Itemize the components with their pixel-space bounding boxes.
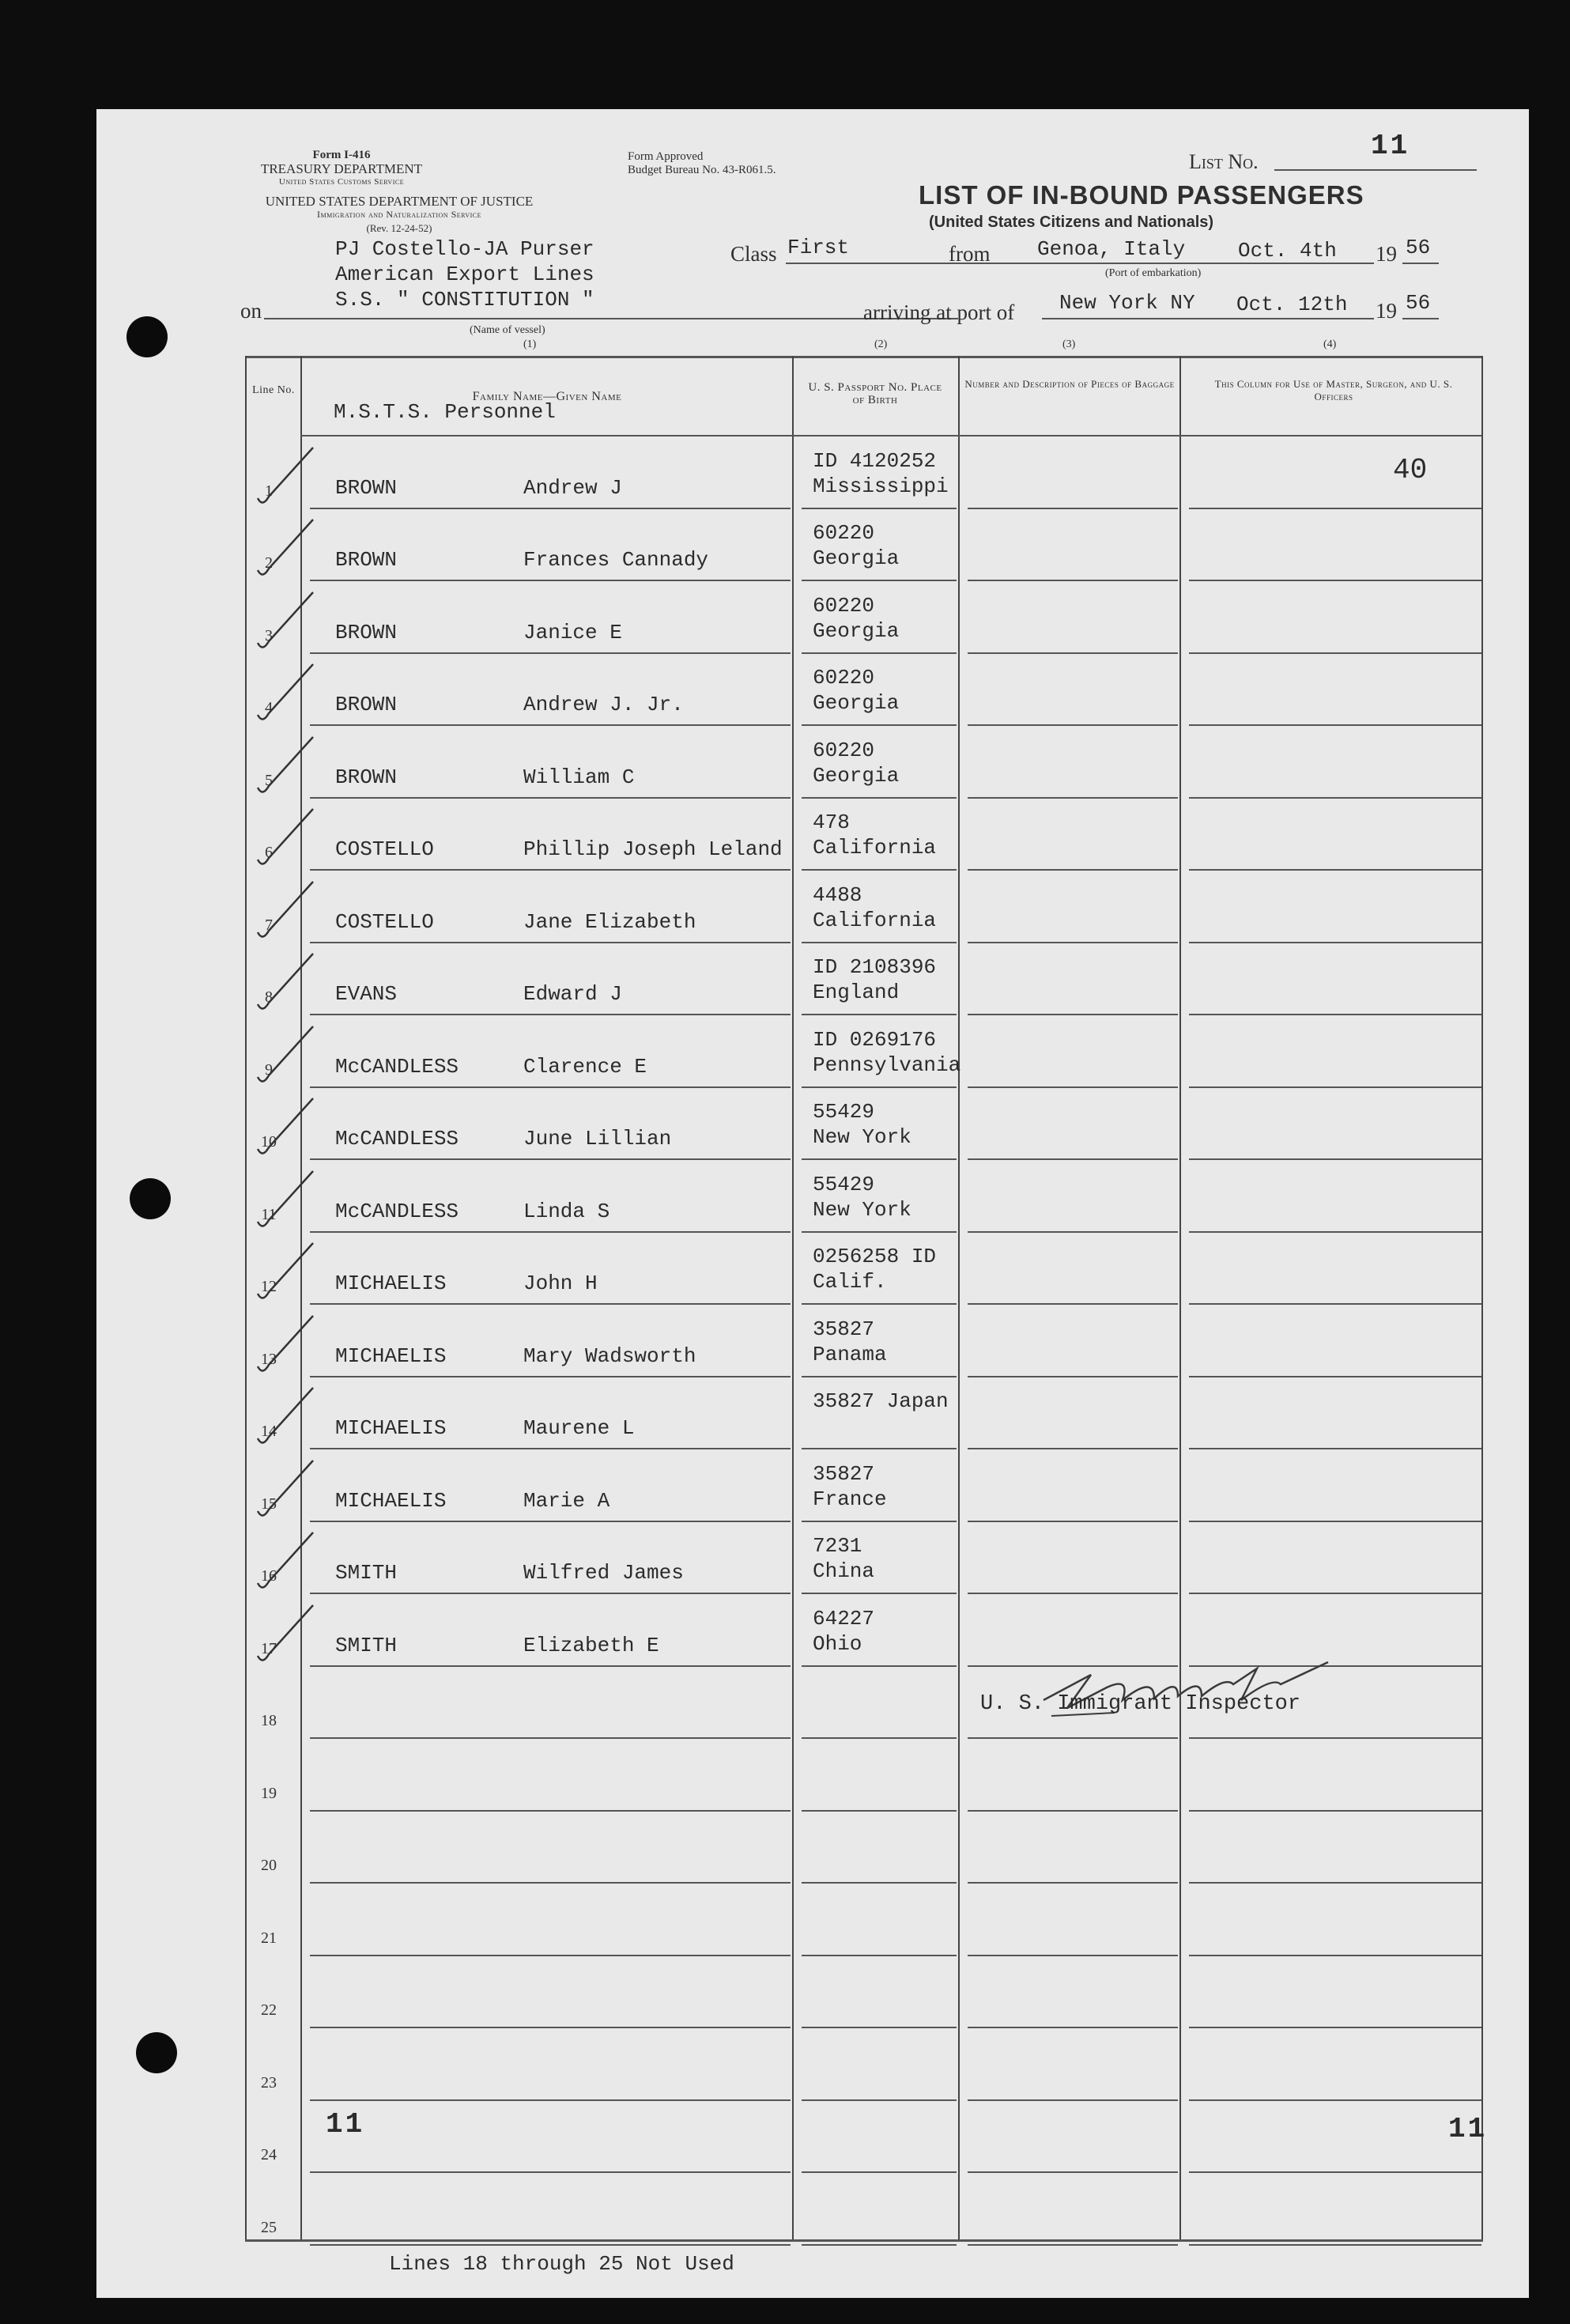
row-rule-officers	[1189, 1303, 1481, 1305]
row-rule-baggage	[968, 2171, 1178, 2173]
col-3-number: (3)	[1062, 338, 1076, 350]
check-mark-icon	[251, 586, 323, 657]
footer-note: Lines 18 through 25 Not Used	[389, 2252, 734, 2276]
from-year-prefix: 19	[1376, 242, 1397, 266]
row-family-name: BROWN	[335, 621, 398, 644]
row-rule-passport	[802, 1448, 957, 1449]
row-line-number: 4	[265, 699, 273, 716]
row-line-number: 21	[261, 1929, 277, 1947]
row-passport-no: 7231	[813, 1534, 862, 1558]
row-rule-passport	[802, 1665, 957, 1667]
row-family-name: MICHAELIS	[335, 1272, 447, 1295]
row-line-number: 17	[261, 1640, 277, 1657]
row-rule-baggage	[968, 1955, 1178, 1956]
col-4-number: (4)	[1323, 338, 1337, 350]
header-line-no: Line No.	[252, 384, 295, 396]
row-rule-baggage	[968, 942, 1178, 943]
arrive-year-prefix: 19	[1376, 299, 1397, 323]
row-given-name: John H	[523, 1272, 598, 1295]
row-rule-passport	[802, 1810, 957, 1812]
row-rule-name	[310, 797, 791, 799]
row-rule-baggage	[968, 580, 1178, 581]
row-line-number: 18	[261, 1712, 277, 1729]
vessel-name-underline	[264, 318, 958, 319]
row-place-of-birth: Calif.	[813, 1270, 887, 1294]
name-col-divider	[792, 356, 794, 2239]
row-family-name: SMITH	[335, 1634, 398, 1657]
row-rule-passport	[802, 2244, 957, 2246]
vessel-line-3: S.S. " CONSTITUTION "	[335, 288, 594, 312]
row-rule-baggage	[968, 508, 1178, 509]
revision-date: (Rev. 12-24-52)	[366, 222, 432, 234]
row-line-number: 14	[261, 1423, 277, 1440]
row-rule-name	[310, 2027, 791, 2028]
row-passport-no: 35827 Japan	[813, 1389, 949, 1413]
row-rule-officers	[1189, 2171, 1481, 2173]
treasury-dept: TREASURY DEPARTMENT	[260, 161, 423, 176]
row-line-number: 2	[265, 554, 273, 572]
row-rule-passport	[802, 797, 957, 799]
row-given-name: Wilfred James	[523, 1561, 684, 1585]
list-no-value: 11	[1371, 130, 1410, 162]
row-rule-officers	[1189, 652, 1481, 654]
row-family-name: BROWN	[335, 476, 398, 500]
row-passport-no: 478	[813, 811, 850, 834]
row-rule-passport	[802, 580, 957, 581]
row-line-number: 24	[261, 2146, 277, 2163]
row-rule-officers	[1189, 1955, 1481, 1956]
from-year-underline	[1402, 263, 1439, 264]
row-rule-passport	[802, 652, 957, 654]
row-line-number: 12	[261, 1278, 277, 1295]
row-rule-name	[310, 1882, 791, 1884]
form-title: LIST OF IN-BOUND PASSENGERS	[919, 180, 1364, 210]
class-label: Class	[730, 242, 777, 266]
row-family-name: McCANDLESS	[335, 1200, 459, 1223]
row-given-name: Linda S	[523, 1200, 610, 1223]
row-rule-officers	[1189, 1014, 1481, 1015]
row-rule-passport	[802, 2027, 957, 2028]
row-passport-no: 60220	[813, 521, 875, 545]
check-mark-icon	[251, 1020, 323, 1091]
passport-col-divider	[958, 356, 960, 2239]
check-mark-icon	[251, 731, 323, 802]
row-family-name: McCANDLESS	[335, 1055, 459, 1079]
row-rule-baggage	[968, 797, 1178, 799]
row-rule-name	[310, 1593, 791, 1594]
row-rule-officers	[1189, 508, 1481, 509]
row-line-number: 5	[265, 772, 273, 789]
embark-port: Genoa, Italy	[1037, 237, 1186, 261]
row-rule-name	[310, 1810, 791, 1812]
arriving-label: arriving at port of	[863, 300, 1015, 324]
row-rule-name	[310, 1231, 791, 1233]
row-given-name: Edward J	[523, 982, 622, 1006]
row-rule-passport	[802, 1955, 957, 1956]
row-rule-baggage	[968, 1593, 1178, 1594]
row-line-number: 6	[265, 844, 273, 861]
from-underline	[994, 263, 1374, 264]
row-rule-passport	[802, 1086, 957, 1088]
row-rule-name	[310, 2171, 791, 2173]
row-place-of-birth: Mississippi	[813, 474, 949, 498]
row-rule-baggage	[968, 2027, 1178, 2028]
row-passport-no: ID 2108396	[813, 955, 937, 979]
row-rule-baggage	[968, 1810, 1178, 1812]
arrival-port: New York NY	[1059, 291, 1195, 315]
row-rule-name	[310, 508, 791, 509]
row-line-number: 8	[265, 988, 273, 1006]
row-rule-baggage	[968, 1448, 1178, 1449]
approval-text: Form Approved	[628, 150, 704, 163]
row-family-name: BROWN	[335, 693, 398, 716]
binder-hole-middle	[130, 1178, 171, 1219]
form-header-left	[215, 149, 468, 189]
check-mark-icon	[251, 658, 323, 729]
officer-note: 40	[1393, 454, 1428, 486]
row-family-name: SMITH	[335, 1561, 398, 1585]
row-rule-name	[310, 1303, 791, 1305]
form-number: Form I-416	[312, 149, 371, 161]
row-place-of-birth: California	[813, 836, 937, 860]
row-place-of-birth: Panama	[813, 1343, 887, 1366]
on-label: on	[240, 299, 262, 323]
row-rule-baggage	[968, 869, 1178, 871]
from-year: 56	[1406, 236, 1431, 259]
row-given-name: June Lillian	[523, 1127, 672, 1151]
form-approval	[628, 150, 776, 177]
row-given-name: Clarence E	[523, 1055, 647, 1079]
class-value: First	[787, 236, 850, 259]
embark-date: Oct. 4th	[1238, 239, 1337, 263]
row-line-number: 22	[261, 2001, 277, 2019]
justice-dept-block	[245, 195, 553, 235]
row-rule-officers	[1189, 1737, 1481, 1739]
row-line-number: 20	[261, 1857, 277, 1874]
row-rule-officers	[1189, 724, 1481, 726]
footer-count-right: 11	[1448, 2113, 1488, 2145]
row-rule-officers	[1189, 2244, 1481, 2246]
row-rule-baggage	[968, 1303, 1178, 1305]
row-rule-baggage	[968, 1521, 1178, 1522]
row-passport-no: 60220	[813, 594, 875, 618]
row-rule-passport	[802, 2171, 957, 2173]
row-place-of-birth: California	[813, 909, 937, 932]
row-given-name: William C	[523, 765, 635, 789]
from-label: from	[949, 242, 991, 266]
row-rule-officers	[1189, 1448, 1481, 1449]
row-rule-baggage	[968, 1231, 1178, 1233]
row-passport-no: 35827	[813, 1317, 875, 1341]
row-place-of-birth: Ohio	[813, 1632, 862, 1656]
row-family-name: COSTELLO	[335, 910, 434, 934]
row-rule-baggage	[968, 2099, 1178, 2101]
row-rule-name	[310, 1955, 791, 1956]
arrival-year: 56	[1406, 291, 1431, 315]
row-rule-name	[310, 652, 791, 654]
row-rule-name	[310, 1014, 791, 1015]
row-family-name: MICHAELIS	[335, 1489, 447, 1513]
check-mark-icon	[251, 1454, 323, 1525]
row-rule-passport	[802, 1521, 957, 1522]
check-mark-icon	[251, 803, 323, 874]
row-passport-no: 4488	[813, 883, 862, 907]
check-mark-icon	[251, 1599, 323, 1670]
list-no-label: List No.	[1189, 150, 1259, 173]
row-given-name: Andrew J. Jr.	[523, 693, 684, 716]
vessel-name-caption: (Name of vessel)	[470, 324, 545, 336]
header-baggage: Number and Description of Pieces of Baggage	[964, 378, 1175, 390]
row-rule-officers	[1189, 797, 1481, 799]
row-rule-baggage	[968, 1737, 1178, 1739]
col-2-number: (2)	[874, 338, 888, 350]
row-given-name: Elizabeth E	[523, 1634, 659, 1657]
check-mark-icon	[251, 513, 323, 584]
binder-hole-top	[126, 316, 168, 357]
row-line-number: 25	[261, 2219, 277, 2236]
row-place-of-birth: Georgia	[813, 691, 900, 715]
row-passport-no: 55429	[813, 1100, 875, 1124]
embark-caption: (Port of embarkation)	[1105, 267, 1202, 279]
row-rule-officers	[1189, 1882, 1481, 1884]
row-family-name: MICHAELIS	[335, 1416, 447, 1440]
baggage-col-divider	[1179, 356, 1181, 2239]
row-rule-name	[310, 1665, 791, 1667]
row-rule-officers	[1189, 1521, 1481, 1522]
arrival-underline	[1042, 318, 1374, 319]
row-rule-passport	[802, 724, 957, 726]
row-family-name: COSTELLO	[335, 837, 434, 861]
row-place-of-birth: New York	[813, 1125, 911, 1149]
row-passport-no: 60220	[813, 739, 875, 762]
row-rule-name	[310, 724, 791, 726]
row-rule-baggage	[968, 2244, 1178, 2246]
row-line-number: 23	[261, 2074, 277, 2092]
row-given-name: Maurene L	[523, 1416, 635, 1440]
row-rule-passport	[802, 1158, 957, 1160]
arrival-date: Oct. 12th	[1236, 293, 1348, 316]
row-family-name: EVANS	[335, 982, 398, 1006]
check-mark-icon	[251, 875, 323, 947]
check-mark-icon	[251, 1237, 323, 1308]
row-rule-name	[310, 580, 791, 581]
row-place-of-birth: Georgia	[813, 546, 900, 570]
row-line-number: 9	[265, 1061, 273, 1079]
table-left-border	[245, 356, 247, 2239]
row-line-number: 10	[261, 1133, 277, 1151]
ins-service: Immigration and Naturalization Service	[316, 209, 481, 220]
check-mark-icon	[251, 1165, 323, 1236]
row-family-name: BROWN	[335, 548, 398, 572]
row-rule-baggage	[968, 1014, 1178, 1015]
row-rule-officers	[1189, 942, 1481, 943]
row-given-name: Jane Elizabeth	[523, 910, 696, 934]
row-line-number: 19	[261, 1785, 277, 1802]
row-rule-passport	[802, 1231, 957, 1233]
vessel-line-2: American Export Lines	[335, 263, 594, 286]
row-rule-officers	[1189, 1158, 1481, 1160]
arrive-year-underline	[1402, 318, 1439, 319]
list-no-underline	[1274, 169, 1477, 171]
row-rule-name	[310, 942, 791, 943]
document-page	[96, 109, 1529, 2298]
row-passport-no: 35827	[813, 1462, 875, 1486]
row-line-number: 13	[261, 1351, 277, 1368]
row-rule-name	[310, 869, 791, 871]
row-rule-passport	[802, 1376, 957, 1377]
vessel-line-1: PJ Costello-JA Purser	[335, 237, 594, 261]
row-place-of-birth: Georgia	[813, 619, 900, 643]
row-rule-officers	[1189, 869, 1481, 871]
check-mark-icon	[251, 1092, 323, 1163]
row-rule-officers	[1189, 1231, 1481, 1233]
form-subtitle: (United States Citizens and Nationals)	[929, 214, 1214, 231]
row-passport-no: 55429	[813, 1173, 875, 1196]
table-bottom-rule	[245, 2239, 1483, 2242]
row-place-of-birth: France	[813, 1487, 887, 1511]
row-rule-name	[310, 1521, 791, 1522]
row-given-name: Janice E	[523, 621, 622, 644]
row-family-name: MICHAELIS	[335, 1344, 447, 1368]
row-rule-officers	[1189, 1593, 1481, 1594]
inspector-caption: U. S. Immigrant Inspector	[980, 1692, 1301, 1716]
row-given-name: Andrew J	[523, 476, 622, 500]
row-rule-passport	[802, 2099, 957, 2101]
row-rule-passport	[802, 1737, 957, 1739]
row-rule-name	[310, 1158, 791, 1160]
row-place-of-birth: New York	[813, 1198, 911, 1222]
group-label: M.S.T.S. Personnel	[334, 400, 556, 424]
row-line-number: 3	[265, 627, 273, 644]
row-rule-officers	[1189, 580, 1481, 581]
row-line-number: 15	[261, 1495, 277, 1513]
row-rule-name	[310, 1448, 791, 1449]
row-place-of-birth: Georgia	[813, 764, 900, 788]
row-rule-name	[310, 2099, 791, 2101]
row-passport-no: 60220	[813, 666, 875, 690]
row-rule-name	[310, 1737, 791, 1739]
row-passport-no: ID 4120252	[813, 449, 937, 473]
binder-hole-bottom	[136, 2032, 177, 2073]
row-rule-passport	[802, 1303, 957, 1305]
row-line-number: 11	[261, 1206, 277, 1223]
footer-count-left: 11	[326, 2108, 365, 2141]
header-passport: U. S. Passport No. Place of Birth	[808, 381, 942, 406]
row-place-of-birth: England	[813, 981, 900, 1004]
row-rule-baggage	[968, 724, 1178, 726]
row-rule-officers	[1189, 1086, 1481, 1088]
check-mark-icon	[251, 1309, 323, 1381]
row-rule-passport	[802, 869, 957, 871]
row-rule-baggage	[968, 652, 1178, 654]
row-rule-name	[310, 1086, 791, 1088]
row-rule-passport	[802, 1014, 957, 1015]
check-mark-icon	[251, 1526, 323, 1597]
row-rule-baggage	[968, 1086, 1178, 1088]
row-line-number: 1	[265, 482, 273, 500]
header-bottom-rule	[300, 435, 1481, 436]
row-given-name: Frances Cannady	[523, 548, 709, 572]
row-rule-baggage	[968, 1158, 1178, 1160]
row-passport-no: 0256258 ID	[813, 1245, 937, 1268]
row-passport-no: ID 0269176	[813, 1028, 937, 1052]
row-rule-passport	[802, 942, 957, 943]
row-line-number: 7	[265, 916, 273, 934]
col-1-number: (1)	[523, 338, 537, 350]
row-place-of-birth: Pennsylvania	[813, 1053, 961, 1077]
row-rule-officers	[1189, 2099, 1481, 2101]
check-mark-icon	[251, 947, 323, 1018]
budget-bureau-text: Budget Bureau No. 43-R061.5.	[628, 164, 776, 176]
header-officers: This Column for Use of Master, Surgeon, and U. S. Officers	[1214, 378, 1453, 402]
row-rule-name	[310, 2244, 791, 2246]
row-rule-baggage	[968, 1882, 1178, 1884]
row-given-name: Mary Wadsworth	[523, 1344, 696, 1368]
customs-service: United States Customs Service	[278, 177, 405, 187]
row-given-name: Marie A	[523, 1489, 610, 1513]
table-top-rule	[245, 356, 1481, 358]
row-rule-name	[310, 1376, 791, 1377]
justice-dept: UNITED STATES DEPARTMENT OF JUSTICE	[265, 194, 534, 209]
row-line-number: 16	[261, 1567, 277, 1585]
row-rule-officers	[1189, 1810, 1481, 1812]
row-rule-passport	[802, 1882, 957, 1884]
row-family-name: McCANDLESS	[335, 1127, 459, 1151]
check-mark-icon	[251, 1381, 323, 1453]
row-rule-passport	[802, 1593, 957, 1594]
row-rule-baggage	[968, 1376, 1178, 1377]
row-rule-passport	[802, 508, 957, 509]
header-name: Family Name—Given Name	[472, 390, 622, 403]
row-family-name: BROWN	[335, 765, 398, 789]
row-rule-officers	[1189, 2027, 1481, 2028]
table-right-border	[1481, 356, 1483, 2239]
row-place-of-birth: China	[813, 1559, 875, 1583]
row-given-name: Phillip Joseph Leland	[523, 837, 783, 861]
check-mark-icon	[251, 441, 323, 512]
row-passport-no: 64227	[813, 1607, 875, 1631]
row-rule-officers	[1189, 1376, 1481, 1377]
